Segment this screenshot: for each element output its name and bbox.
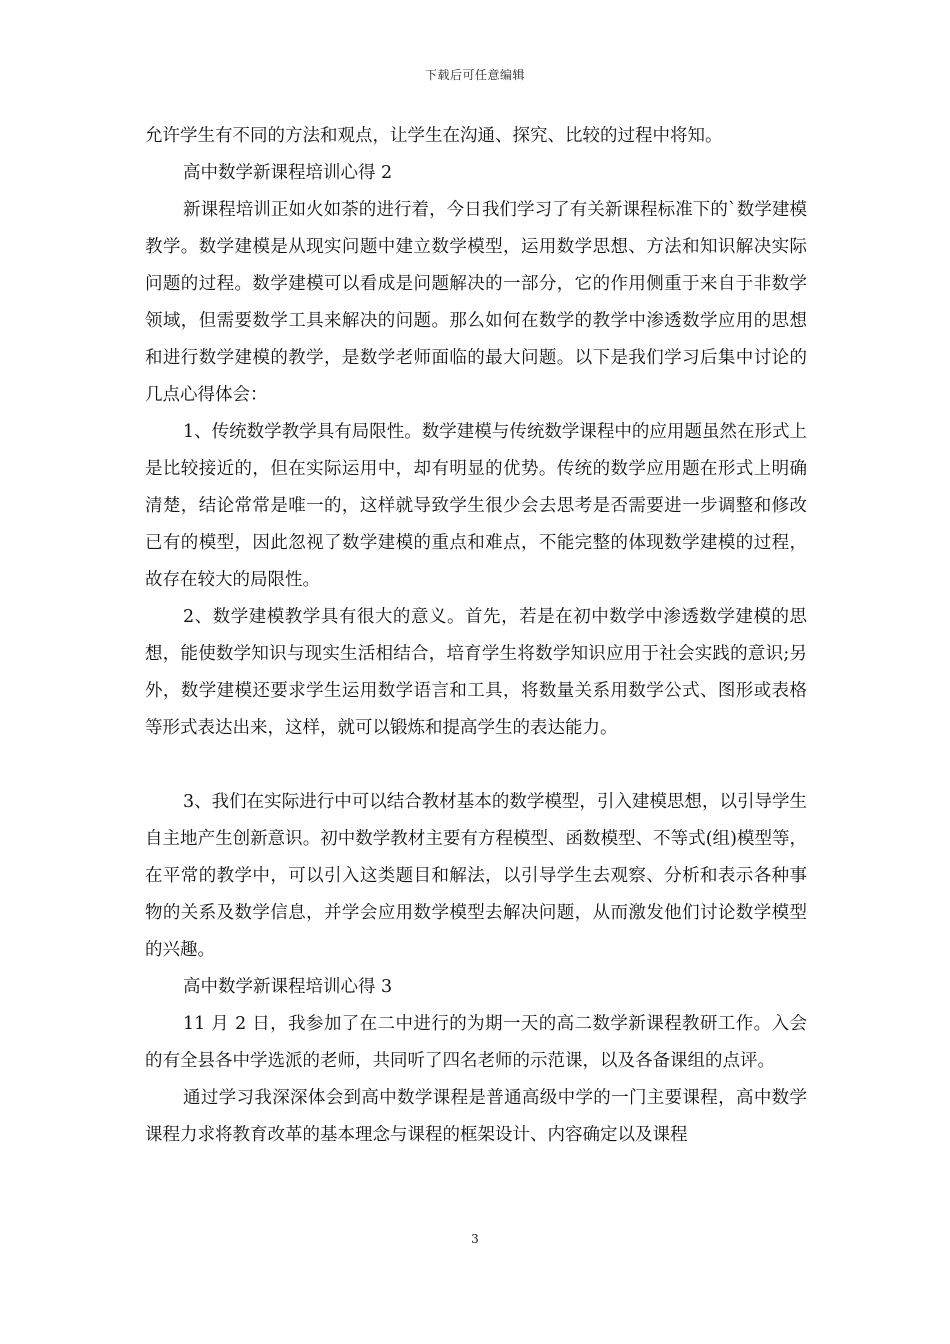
paragraph-reflection: 通过学习我深深体会到高中数学课程是普通高级中学的一门主要课程，高中数学课程力求将教育改革的基本理念与课程的框架设计、内容确定以及课程	[145, 1088, 807, 1145]
paragraph-intro: 新课程培训正如火如荼的进行着，今日我们学习了有关新课程标准下的`数学建模教学。数学建模是从现实问题中建立数学模型，运用数学思想、方法和知识解决实际问题的过程。数学建模可以看成是问题解决的一部分，它的作用侧重于来自于非数学领域，但需要数学工具来解决的问题。那么如何在数学的教学中渗透数学应用的思想和进行数学建模的教学，是数学老师面临的最大问题。以下是我们学习后集中讨论的几点心得体会：	[145, 200, 807, 405]
paragraph-point-3: 3、我们在实际进行中可以结合教材基本的数学模型，引入建模思想，以引导学生自主地产生创新意识。初中数学教材主要有方程模型、函数模型、不等式(组)模型等，在平常的教学中，可以引入这类题目和解法，以引导学生去观察、分析和表示各种事物的关系及数学信息，并学会应用数学模型去解决问题，从而激发他们讨论数学模型的兴趣。	[145, 792, 807, 960]
paragraph-event: 11 月 2 日，我参加了在二中进行的为期一天的高二数学新课程教研工作。入会的有全县各中学选派的老师，共同听了四名老师的示范课，以及各备课组的点评。	[145, 1014, 807, 1071]
section-heading-3: 高中数学新课程培训心得 3	[183, 977, 393, 997]
document-body	[145, 118, 807, 1154]
page-number: 3	[471, 1232, 479, 1246]
page-header: 下载后可任意编辑	[424, 68, 525, 82]
paragraph-point-2: 2、数学建模教学具有很大的意义。首先，若是在初中数学中渗透数学建模的思想，能使数学知识与现实生活相结合，培育学生将数学知识应用于社会实践的意识;另外，数学建模还要求学生运用数学语言和工具，将数量关系用数学公式、图形或表格等形式表达出来，这样，就可以锻炼和提高学生的表达能力。	[145, 607, 807, 738]
paragraph-point-1: 1、传统数学教学具有局限性。数学建模与传统数学课程中的应用题虽然在形式上是比较接近的，但在实际运用中，却有明显的优势。传统的数学应用题在形式上明确清楚，结论常常是唯一的，这样就导致学生很少会去思考是否需要进一步调整和修改已有的模型，因此忽视了数学建模的重点和难点，不能完整的体现数学建模的过程，故存在较大的局限性。	[145, 422, 807, 590]
section-heading-2: 高中数学新课程培训心得 2	[183, 163, 393, 183]
paragraph-continuation: 允许学生有不同的方法和观点，让学生在沟通、探究、比较的过程中将知。	[145, 126, 723, 146]
